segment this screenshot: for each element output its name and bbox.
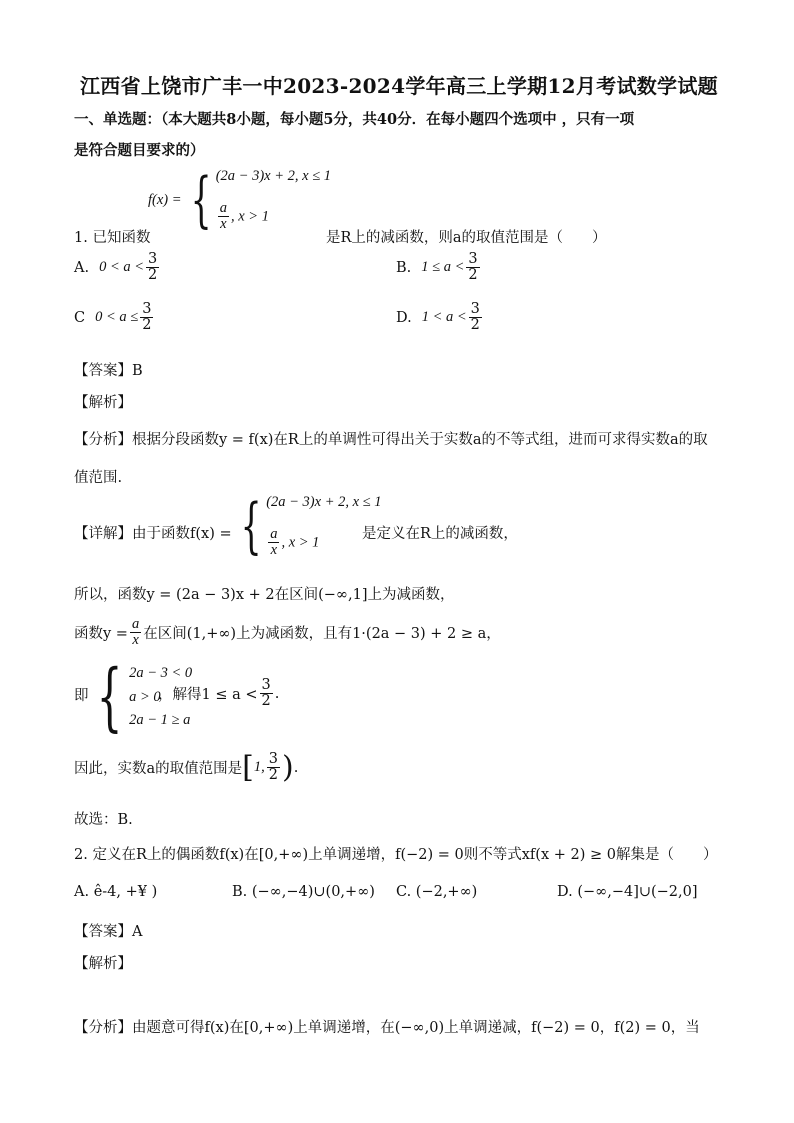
ineq3: 2a − 1 ≥ a [129,712,191,728]
q1-fx: f(x) = [148,191,182,208]
option-expr: 1 < a < [421,309,467,326]
option-expr: 1 ≤ a < [421,259,465,276]
q1-stem-start: 1. 已知函数 [74,230,151,246]
case2: , x > 1 [281,534,320,551]
solve-pre: ，解得1 ≤ a < [158,687,258,704]
section-heading-line2: 是符合题目要求的） [74,142,205,159]
brace: { [240,491,262,561]
q1-choose: 故选：B. [74,812,133,828]
frac-num: a [270,525,278,542]
q2-fenxi: 【分析】由题意可得f(x)在[0,+∞)上单调递增，在(−∞,0)上单调递减，f(−2) = 0，f(2) = 0，当 [74,1020,700,1036]
q1-option-c[interactable] [74,302,155,333]
frac-den: x [220,215,227,232]
step2-pre: 函数y = [74,626,128,643]
frac-num: 3 [268,751,278,767]
frac-den: 2 [468,267,478,284]
q1-detail-pre: 【详解】由于函数f(x) = [74,526,232,542]
range-pre: 因此，实数a的取值范围是 [74,761,243,778]
page-title: 江西省上饶市广丰一中2023-2024学年高三上学期12月考试数学试题 [80,74,718,98]
option-expr: 0 < a < [99,259,145,276]
option-label: C [74,309,86,326]
frac-num: 3 [142,301,152,317]
frac-num: 3 [261,677,271,693]
frac-den: 2 [268,767,278,784]
option-label: A. [74,259,90,276]
frac-num: 3 [470,301,480,317]
option-expr: 0 < a ≤ [95,309,139,326]
q1-detail-piecewise [232,491,382,561]
range-one: 1, [253,759,265,776]
option-label: D. [396,309,412,326]
q1-option-d[interactable] [396,302,484,333]
frac-num: a [131,616,140,632]
q1-option-b[interactable] [396,252,482,283]
ineq2: a > 0 [129,688,161,705]
q1-fenxi-line2: 值范围. [74,470,123,486]
q1-case1: (2a − 3)x + 2, x ≤ 1 [215,168,332,184]
q1-piecewise-function [148,165,332,235]
option-label: B. [396,259,412,276]
case1: (2a − 3)x + 2, x ≤ 1 [266,494,382,510]
q1-option-a[interactable] [74,252,161,283]
section-heading-line1: 一、单选题：（本大题共8小题，每小题5分，共40分．在每小题四个选项中 ，只有一项 [74,111,635,128]
frac-den: 2 [148,267,158,284]
brace: { [190,165,212,235]
frac-den: x [270,541,278,558]
q1-step1: 所以，函数y = (2a − 3)x + 2在区间(−∞,1]上为减函数， [74,587,455,603]
frac-num: 3 [148,251,158,267]
brace: { [96,654,123,740]
frac-den: 2 [470,317,480,334]
ineq1: 2a − 3 < 0 [129,665,193,681]
q2-stem: 2. 定义在R上的偶函数f(x)在[0,+∞)上单调递增，f(−2) = 0则不等式xf(x + 2) ≥ 0解集是（ ） [74,847,718,863]
q2-answer: 【答案】A [74,924,143,940]
frac-den: 2 [142,317,152,334]
q1-detail-post: 是定义在R上的减函数， [362,526,518,542]
frac-den: x [132,632,139,649]
step2-post: 在区间(1,+∞)上为减函数，且有1·(2a − 3) + 2 ≥ a， [143,626,501,643]
q1-ji: 即 [74,688,89,704]
q1-step2 [74,617,501,648]
q1-jiexi: 【解析】 [74,395,132,411]
q2-option-a[interactable]: A. ê-4, +¥ ) [74,884,158,900]
frac-num: 3 [468,251,478,267]
q1-stem-end: 是R上的减函数，则a的取值范围是（ ） [326,230,607,246]
q1-range: 因此，实数a的取值范围是 [ 1, $\frac{3}{2}$ ) . [74,749,299,785]
q2-jiexi: 【解析】 [74,956,132,972]
q1-solve: ，解得1 ≤ a < $\frac{3}{2}$ . [158,677,280,710]
frac-num: a [219,199,227,216]
frac-den: 2 [261,693,271,710]
q2-option-d[interactable]: D. (−∞,−4]∪(−2,0] [557,884,698,900]
q1-answer: 【答案】B [74,363,143,379]
q1-fenxi-line1: 【分析】根据分段函数y = f(x)在R上的单调性可得出关于实数a的不等式组，进而可求得实数a的取 [74,432,708,448]
q2-option-c[interactable]: C. (−2,+∞) [396,884,478,900]
q1-case2: , x > 1 [230,208,269,225]
q2-option-b[interactable]: B. (−∞,−4)∪(0,+∞) [232,884,375,900]
